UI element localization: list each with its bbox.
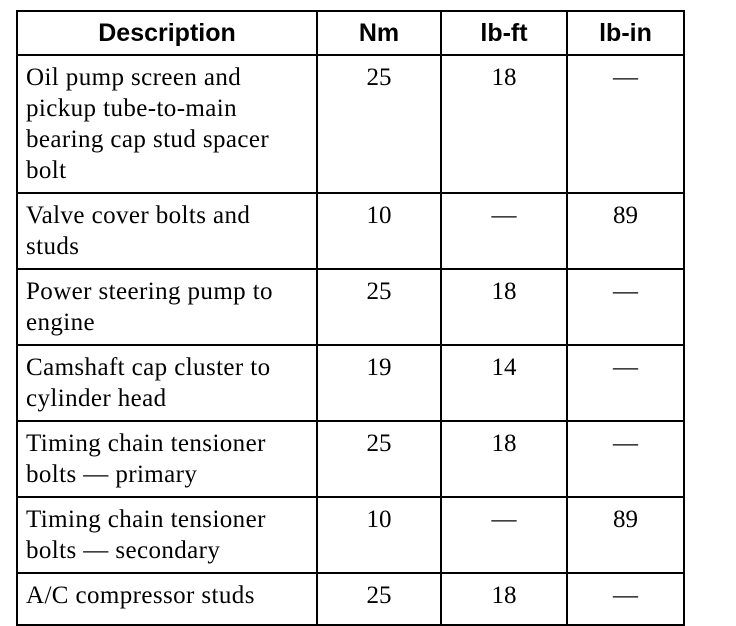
cell-nm: 25 — [317, 421, 441, 497]
header-nm: Nm — [317, 11, 441, 55]
cell-description: Timing chain tensioner bolts — secondary — [17, 497, 317, 573]
table-header-row — [17, 11, 684, 55]
table-row — [17, 55, 684, 193]
cell-description: Camshaft cap cluster to cylinder head — [17, 345, 317, 421]
cell-lb-ft: 18 — [441, 269, 567, 345]
torque-spec-table — [16, 10, 685, 626]
cell-nm: 25 — [317, 573, 441, 625]
cell-lb-in: 89 — [567, 497, 684, 573]
cell-description: Oil pump screen and pickup tube-to-main bearing cap stud spacer bolt — [17, 55, 317, 193]
table-row — [17, 573, 684, 625]
cell-nm: 10 — [317, 193, 441, 269]
cell-nm: 10 — [317, 497, 441, 573]
cell-lb-in: 89 — [567, 193, 684, 269]
cell-lb-ft: 18 — [441, 573, 567, 625]
header-description: Description — [17, 11, 317, 55]
cell-nm: 25 — [317, 269, 441, 345]
cell-lb-ft: 14 — [441, 345, 567, 421]
cell-description: Power steering pump to engine — [17, 269, 317, 345]
cell-lb-in: — — [567, 55, 684, 193]
table-row — [17, 421, 684, 497]
cell-description: Valve cover bolts and studs — [17, 193, 317, 269]
cell-nm: 19 — [317, 345, 441, 421]
cell-nm: 25 — [317, 55, 441, 193]
table-row — [17, 497, 684, 573]
cell-lb-in: — — [567, 269, 684, 345]
table-row — [17, 345, 684, 421]
table-row — [17, 269, 684, 345]
cell-lb-ft: — — [441, 193, 567, 269]
cell-lb-in: — — [567, 573, 684, 625]
cell-lb-ft: — — [441, 497, 567, 573]
header-lb-ft: lb-ft — [441, 11, 567, 55]
cell-lb-ft: 18 — [441, 55, 567, 193]
cell-description: Timing chain tensioner bolts — primary — [17, 421, 317, 497]
cell-lb-in: — — [567, 345, 684, 421]
cell-description: A/C compressor studs — [17, 573, 317, 625]
cell-lb-ft: 18 — [441, 421, 567, 497]
header-lb-in: lb-in — [567, 11, 684, 55]
table-row — [17, 193, 684, 269]
cell-lb-in: — — [567, 421, 684, 497]
